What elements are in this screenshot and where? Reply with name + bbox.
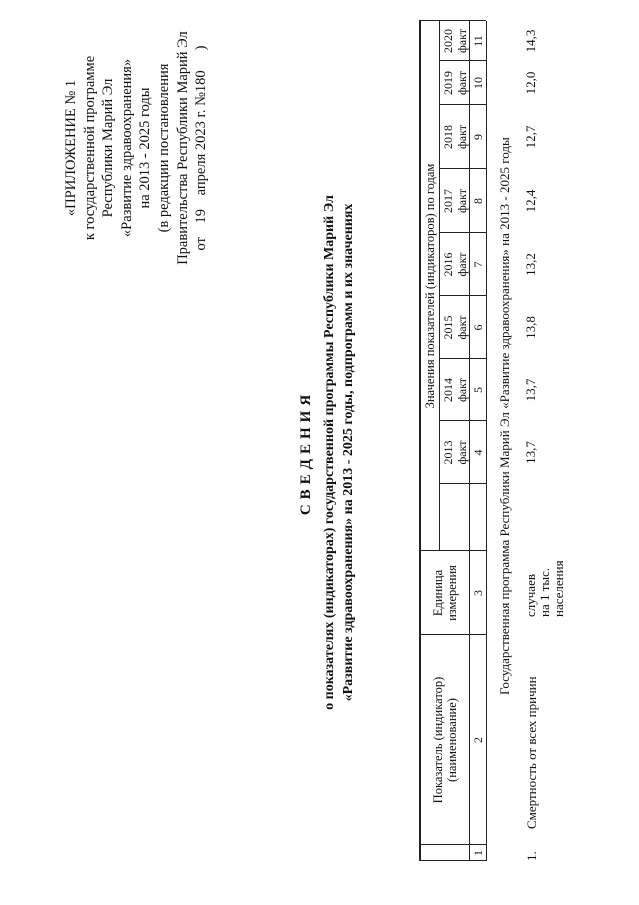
document-title: СВЕДЕНИЯ [298,389,314,516]
row-value: 13,2 [523,253,538,276]
year-header [441,105,469,169]
header-line: на 2013 - 2025 годы [137,87,154,209]
column-number: 10 [471,77,485,89]
column-number: 6 [471,324,485,331]
year-label: 2017 [441,189,455,213]
column-number: 9 [471,134,485,140]
column-number: 2 [471,737,485,743]
year-header [441,61,469,105]
table-rule [469,21,470,861]
header-text: измерения [445,565,459,621]
row-indicator-name: Смертность от всех причин [524,676,539,829]
year-header [441,296,469,359]
header-text: (наименование) [445,698,459,782]
year-header [441,421,469,484]
column-number: 7 [471,261,485,268]
column-header-unit [431,551,459,635]
year-subtitle: факт [455,124,469,150]
date-day: 19 [193,208,210,224]
header-text: Показатель (индикатор) [431,676,445,804]
column-header-indicator [431,635,459,845]
year-subtitle: факт [455,377,469,403]
year-header [441,21,469,61]
column-number: 8 [471,198,485,204]
year-label: 2018 [441,125,455,149]
unit-text: на 1 тыс. [537,567,552,617]
section-title: Государственная программа Республики Марий Эл «Развитие здравоохранения» на 2013 - 2025 годы [497,137,512,695]
year-header [441,169,469,233]
header-line: к государственной программе [81,55,98,241]
unit-text: случаев [523,574,538,617]
table-bottom-border [486,21,487,861]
column-number: 4 [471,449,485,456]
header-line: «Развитие здравоохранения» [118,58,135,238]
column-number: 3 [471,590,485,596]
row-value: 12,0 [523,71,538,95]
year-label: 2020 [441,29,455,53]
year-subtitle: факт [455,28,469,54]
header-date-line [192,3,211,293]
year-label: 2016 [441,252,455,277]
table-top-border [419,21,421,861]
decree-number: 180 [193,70,210,93]
year-label: 2015 [441,315,455,340]
document-subtitle-line2: «Развитие здравоохранения» на 2013 - 2025 годы, подпрограмм и их значениях [341,203,356,702]
row-value: 13,7 [523,378,538,402]
unit-text: населения [551,560,566,617]
year-subtitle: факт [455,315,469,340]
year-subtitle: факт [455,440,469,465]
year-header [441,359,469,421]
row-value: 13,8 [523,316,538,339]
date-suffix: ) [193,45,210,51]
year-subtitle: факт [455,70,469,96]
row-number: 1. [524,851,539,861]
header-text: Единица [431,569,445,617]
year-label: 2013 [441,440,455,465]
row-value: 12,4 [523,189,538,213]
row-value: 12,7 [523,125,538,149]
appendix-title: «ПРИЛОЖЕНИЕ № 1 [63,79,79,217]
column-number: 11 [471,35,485,47]
document-subtitle-line1: о показателях (индикаторах) государственной программы Республики Марий Эл [322,195,337,710]
row-value: 13,7 [523,441,538,464]
row-value: 14,3 [523,29,538,53]
column-number: 1 [471,850,485,856]
year-subtitle: факт [455,252,469,277]
table-rule [439,21,440,551]
date-prefix: от [193,237,210,251]
year-label: 2014 [441,378,455,402]
row-unit [524,551,566,635]
year-subtitle: факт [455,188,469,214]
header-line: (в редакции постановления [155,63,172,233]
column-number: 5 [471,387,485,393]
header-line: Республики Марий Эл [100,78,117,218]
column-header-values: Значения показателей (индикаторов) по годам [423,163,437,409]
appendix-header [62,3,211,293]
date-rest: апреля 2023 г. № [193,92,210,196]
header-line: Правительства Республики Марий Эл [174,31,191,265]
year-header [441,233,469,296]
year-label: 2019 [441,71,455,95]
